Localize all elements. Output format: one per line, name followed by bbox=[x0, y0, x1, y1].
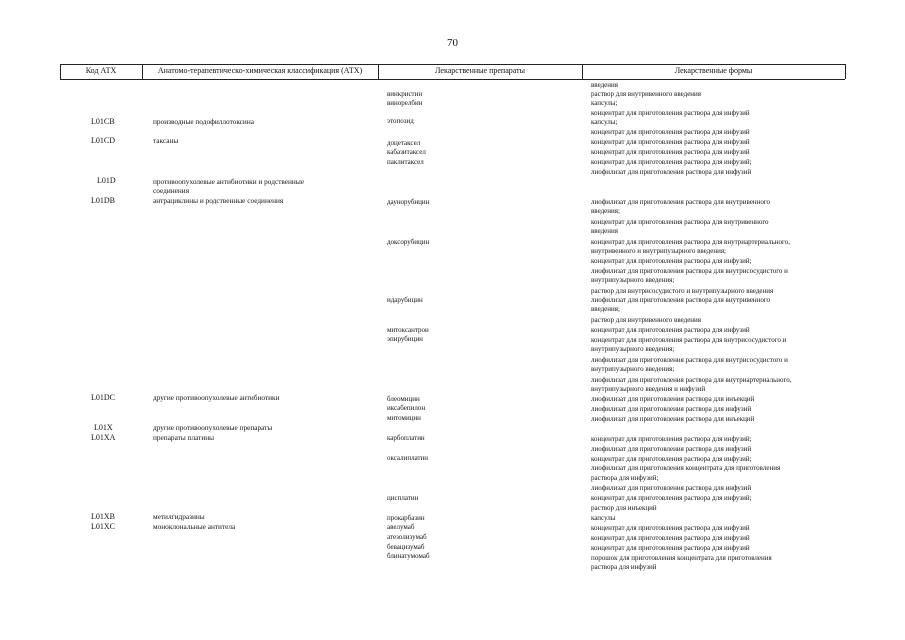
atx-class-name: моноклональные антитела bbox=[153, 522, 236, 531]
dosage-form: лиофилизат для приготовления раствора для инъекций bbox=[591, 395, 755, 403]
dosage-form: внутрипузырного введения; bbox=[591, 365, 675, 373]
dosage-form: введения; bbox=[591, 305, 620, 313]
dosage-form: лиофилизат для приготовления раствора для внутрисосудистого и bbox=[591, 356, 788, 364]
dosage-form: концентрат для приготовления раствора для внутривенного bbox=[591, 218, 769, 226]
drug-name: цисплатин bbox=[387, 494, 419, 502]
drug-name: кабазитаксел bbox=[387, 148, 426, 156]
atx-code: L01X bbox=[94, 423, 113, 432]
drug-name: блеомицин bbox=[387, 395, 420, 403]
dosage-form: лиофилизат для приготовления раствора для инфузий bbox=[591, 168, 752, 176]
header-divider bbox=[845, 64, 846, 79]
atx-code: L01CB bbox=[91, 117, 115, 126]
dosage-form: концентрат для приготовления раствора для инфузий bbox=[591, 544, 750, 552]
dosage-form: концентрат для приготовления раствора для инфузий bbox=[591, 128, 750, 136]
atx-class-name: противоопухолевые антибиотики и родственные bbox=[153, 177, 304, 186]
drug-name: этопозид bbox=[387, 117, 414, 125]
dosage-form: внутривенного и внутрипузырного введения; bbox=[591, 247, 727, 255]
drug-name: митомицин bbox=[387, 414, 421, 422]
drug-name: митоксантрон bbox=[387, 326, 429, 334]
dosage-form: внутрипузырного введения и инфузий bbox=[591, 385, 706, 393]
dosage-form: внутрипузырного введения; bbox=[591, 345, 675, 353]
dosage-form: концентрат для приготовления раствора для инфузий bbox=[591, 524, 750, 532]
drug-name: оксалиплатин bbox=[387, 454, 429, 462]
dosage-form: раствора для инфузий bbox=[591, 563, 657, 571]
dosage-form: раствор для внутривенного введения bbox=[591, 90, 702, 98]
atx-class-name: соединения bbox=[153, 186, 190, 195]
dosage-form: лиофилизат для приготовления раствора для внутрисосудистого и bbox=[591, 267, 788, 275]
dosage-form: концентрат для приготовления раствора для инфузий bbox=[591, 109, 750, 117]
dosage-form: порошок для приготовления концентрата для приготовления bbox=[591, 554, 772, 562]
header-code: Код АТХ bbox=[85, 66, 117, 75]
dosage-form: концентрат для приготовления раствора для инфузий; bbox=[591, 435, 752, 443]
drug-name: блинатумомаб bbox=[387, 552, 430, 560]
dosage-form: введения; bbox=[591, 207, 620, 215]
header-drugs: Лекарственные препараты bbox=[435, 66, 525, 75]
header-classification: Анатомо-терапевтическо-химическая классификация (АТХ) bbox=[157, 66, 363, 75]
atx-code: L01DB bbox=[91, 196, 115, 205]
drug-name: доцетаксел bbox=[387, 139, 421, 147]
drug-name: авелумаб bbox=[387, 523, 415, 531]
dosage-form: лиофилизат для приготовления раствора для инфузий bbox=[591, 405, 752, 413]
dosage-form: концентрат для приготовления раствора для инфузий; bbox=[591, 494, 752, 502]
atx-code: L01XC bbox=[91, 522, 115, 531]
dosage-form: раствора для инфузий; bbox=[591, 474, 659, 482]
drug-name: атезолизумаб bbox=[387, 533, 427, 541]
atx-class-name: препараты платины bbox=[153, 433, 215, 442]
dosage-form: капсулы; bbox=[591, 99, 618, 107]
drug-name: винкристин bbox=[387, 90, 423, 98]
drug-name: паклитаксел bbox=[387, 158, 424, 166]
dosage-form: концентрат для приготовления раствора для инфузий bbox=[591, 534, 750, 542]
header-forms: Лекарственные формы bbox=[674, 66, 753, 75]
dosage-form: концентрат для приготовления раствора для внутриартериального, bbox=[591, 238, 790, 246]
dosage-form: концентрат для приготовления раствора для инфузий; bbox=[591, 257, 752, 265]
atx-class-name: метилгидразины bbox=[153, 512, 205, 521]
dosage-form: раствор для внутрисосудистого и внутрипузырного введения bbox=[591, 287, 774, 295]
drug-name: идарубицин bbox=[387, 296, 423, 304]
drug-name: винорелбин bbox=[387, 99, 423, 107]
drug-name: доксорубицин bbox=[387, 238, 430, 246]
dosage-form: концентрат для приготовления раствора для инфузий bbox=[591, 148, 750, 156]
page-number: 70 bbox=[447, 37, 458, 49]
atx-class-name: другие противоопухолевые антибиотики bbox=[153, 393, 280, 402]
header-bottom-rule bbox=[60, 79, 845, 80]
dosage-form: лиофилизат для приготовления раствора для инфузий bbox=[591, 484, 752, 492]
dosage-form: раствор для внутривенного введения bbox=[591, 316, 702, 324]
dosage-form: концентрат для приготовления раствора для инфузий; bbox=[591, 158, 752, 166]
dosage-form: введения bbox=[591, 227, 618, 235]
dosage-form: лиофилизат для приготовления раствора для внутривенного bbox=[591, 296, 771, 304]
drug-name: карбоплатин bbox=[387, 434, 425, 442]
atx-code: L01XB bbox=[91, 512, 115, 521]
dosage-form: концентрат для приготовления раствора для инфузий; bbox=[591, 455, 752, 463]
atx-class-name: другие противоопухолевые препараты bbox=[153, 423, 273, 432]
atx-code: L01D bbox=[97, 176, 116, 185]
dosage-form: лиофилизат для приготовления концентрата для приготовления bbox=[591, 464, 781, 472]
drug-name: иксабепилон bbox=[387, 404, 426, 412]
drug-name: даунорубицин bbox=[387, 198, 430, 206]
dosage-form: концентрат для приготовления раствора для инфузий bbox=[591, 138, 750, 146]
atx-code: L01DC bbox=[91, 393, 115, 402]
dosage-form: лиофилизат для приготовления раствора для инфузий bbox=[591, 445, 752, 453]
atx-code: L01XA bbox=[91, 433, 116, 442]
drug-name: прокарбазин bbox=[387, 514, 425, 522]
dosage-form: лиофилизат для приготовления раствора для внутриартериального, bbox=[591, 376, 792, 384]
drug-name: эпирубицин bbox=[387, 335, 423, 343]
drug-name: бевацизумаб bbox=[387, 543, 425, 551]
dosage-form: капсулы bbox=[591, 514, 616, 522]
dosage-form: лиофилизат для приготовления раствора для инъекций bbox=[591, 415, 755, 423]
dosage-form: капсулы; bbox=[591, 118, 618, 126]
atx-class-name: производные подофиллотоксина bbox=[153, 117, 254, 126]
dosage-form: введения bbox=[591, 81, 618, 89]
dosage-form: концентрат для приготовления раствора для инфузий bbox=[591, 326, 750, 334]
atx-class-name: антрациклины и родственные соединения bbox=[153, 196, 284, 205]
dosage-form: внутрипузырного введения; bbox=[591, 276, 675, 284]
dosage-form: лиофилизат для приготовления раствора для внутривенного bbox=[591, 198, 771, 206]
dosage-form: раствор для инъекций bbox=[591, 504, 657, 512]
atx-class-name: таксаны bbox=[153, 136, 179, 145]
header-top-rule bbox=[60, 64, 845, 65]
dosage-form: концентрат для приготовления раствора для внутрисосудистого и bbox=[591, 336, 787, 344]
atx-code: L01CD bbox=[91, 136, 115, 145]
